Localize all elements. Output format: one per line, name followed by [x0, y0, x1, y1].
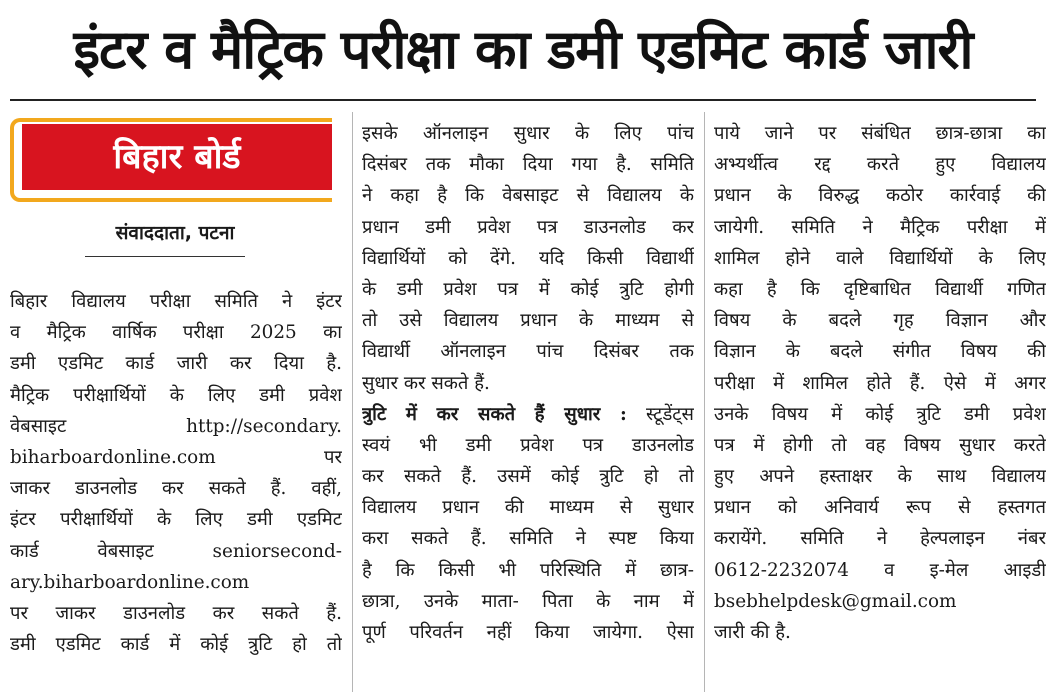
column-divider [704, 112, 705, 692]
text-line: मैट्रिक परीक्षार्थियों के लिए डमी प्रवेश [10, 384, 342, 406]
text-fragment: स्टूडेंट्स [646, 403, 694, 425]
byline: संवाददाता, पटना [115, 222, 235, 244]
text-line: ary.biharboardonline.com [10, 571, 250, 593]
text-line: जायेगी. समिति ने मैट्रिक परीक्षा में [714, 216, 1046, 238]
text-line: कर सकते हैं. उसमें कोई त्रुटि हो तो [362, 466, 694, 488]
text-line: पूर्ण परिवर्तन नहीं किया जायेगा. ऐसा [362, 622, 694, 643]
article-column-1 [10, 286, 342, 660]
text-line: तो उसे विद्यालय प्रधान के माध्यम से [362, 310, 694, 332]
text-line: दिसंबर तक मौका दिया गया है. समिति [362, 154, 694, 176]
text-line: ने कहा है कि वेबसाइट से विद्यालय के [362, 185, 694, 207]
text-line: सुधार कर सकते हैं. [362, 372, 490, 394]
text-line: पर जाकर डाउनलोड कर सकते हैं. [10, 602, 342, 624]
text-line: डमी एडमिट कार्ड में कोई त्रुटि हो तो [10, 634, 342, 656]
text-line: विद्यालय प्रधान की माध्यम से सुधार [362, 497, 694, 519]
column-divider [352, 112, 353, 692]
text-line: डमी एडमिट कार्ड जारी कर दिया है. [10, 353, 342, 375]
subheading: त्रुटि में कर सकते हैं सुधार : [362, 403, 627, 425]
text-line: उनके विषय में कोई त्रुटि डमी प्रवेश [714, 403, 1046, 425]
text-line: पत्र में होगी तो वह विषय सुधार करते [714, 434, 1046, 456]
byline-rule [85, 256, 245, 257]
text-line: इंटर परीक्षार्थियों के लिए डमी एडमिट [10, 509, 342, 531]
article-column-3 [714, 118, 1046, 648]
section-kicker: बिहार बोर्ड [22, 124, 332, 190]
text-line: हुए अपने हस्ताक्षर के साथ विद्यालय [714, 466, 1046, 488]
text-line: प्रधान को अनिवार्य रूप से हस्तगत [714, 497, 1046, 519]
text-line: व मैट्रिक वार्षिक परीक्षा 2025 का [10, 322, 342, 344]
text-line: है कि किसी भी परिस्थिति में छात्र- [362, 559, 694, 581]
text-line: वेबसाइट http://secondary. [10, 415, 342, 437]
text-line: बिहार विद्यालय परीक्षा समिति ने इंटर [10, 291, 342, 312]
text-line: जारी की है. [714, 622, 791, 643]
text-line: विद्यार्थियों को देंगे. यदि किसी विद्यार्थी [362, 247, 694, 269]
text-line: पाये जाने पर संबंधित छात्र-छात्रा का [714, 123, 1046, 144]
text-line: शामिल होने वाले विद्यार्थियों के लिए [714, 247, 1046, 269]
text-line: प्रधान डमी प्रवेश पत्र डाउनलोड कर [362, 216, 694, 238]
text-line: biharboardonline.com पर [10, 446, 342, 468]
text-line: करा सकते हैं. समिति ने स्पष्ट किया [362, 528, 694, 550]
text-line: इसके ऑनलाइन सुधार के लिए पांच [362, 123, 694, 144]
text-line: परीक्षा में शामिल होते हैं. ऐसे में अगर [714, 372, 1046, 394]
text-line: विषय के बदले गृह विज्ञान और [714, 310, 1046, 332]
text-line: करायेंगे. समिति ने हेल्पलाइन नंबर [714, 528, 1046, 550]
text-line: विज्ञान के बदले संगीत विषय की [714, 341, 1046, 363]
headline-rule [10, 99, 1036, 101]
text-line: 0612-2232074 व इ-मेल आइडी [714, 559, 1046, 581]
text-line: छात्रा, उनके माता- पिता के नाम में [362, 590, 694, 612]
text-line: जाकर डाउनलोड कर सकते हैं. वहीं, [10, 478, 342, 500]
text-line: प्रधान के विरुद्ध कठोर कार्रवाई की [714, 185, 1046, 207]
text-line: विद्यार्थी ऑनलाइन पांच दिसंबर तक [362, 341, 694, 363]
text-line: कार्ड वेबसाइट seniorsecond- [10, 540, 342, 562]
subhead-line [362, 399, 694, 430]
email-line: bsebhelpdesk@gmail.com [714, 590, 957, 612]
text-line: स्वयं भी डमी प्रवेश पत्र डाउनलोड [362, 434, 694, 456]
article-column-2 [362, 118, 694, 648]
text-line: अभ्यर्थीत्व रद्द करते हुए विद्यालय [714, 154, 1046, 176]
text-line: के डमी प्रवेश पत्र में कोई त्रुटि होगी [362, 278, 694, 300]
text-line: कहा है कि दृष्टिबाधित विद्यार्थी गणित [714, 278, 1046, 300]
headline: इंटर व मैट्रिक परीक्षा का डमी एडमिट कार्ड जारी [73, 18, 973, 81]
